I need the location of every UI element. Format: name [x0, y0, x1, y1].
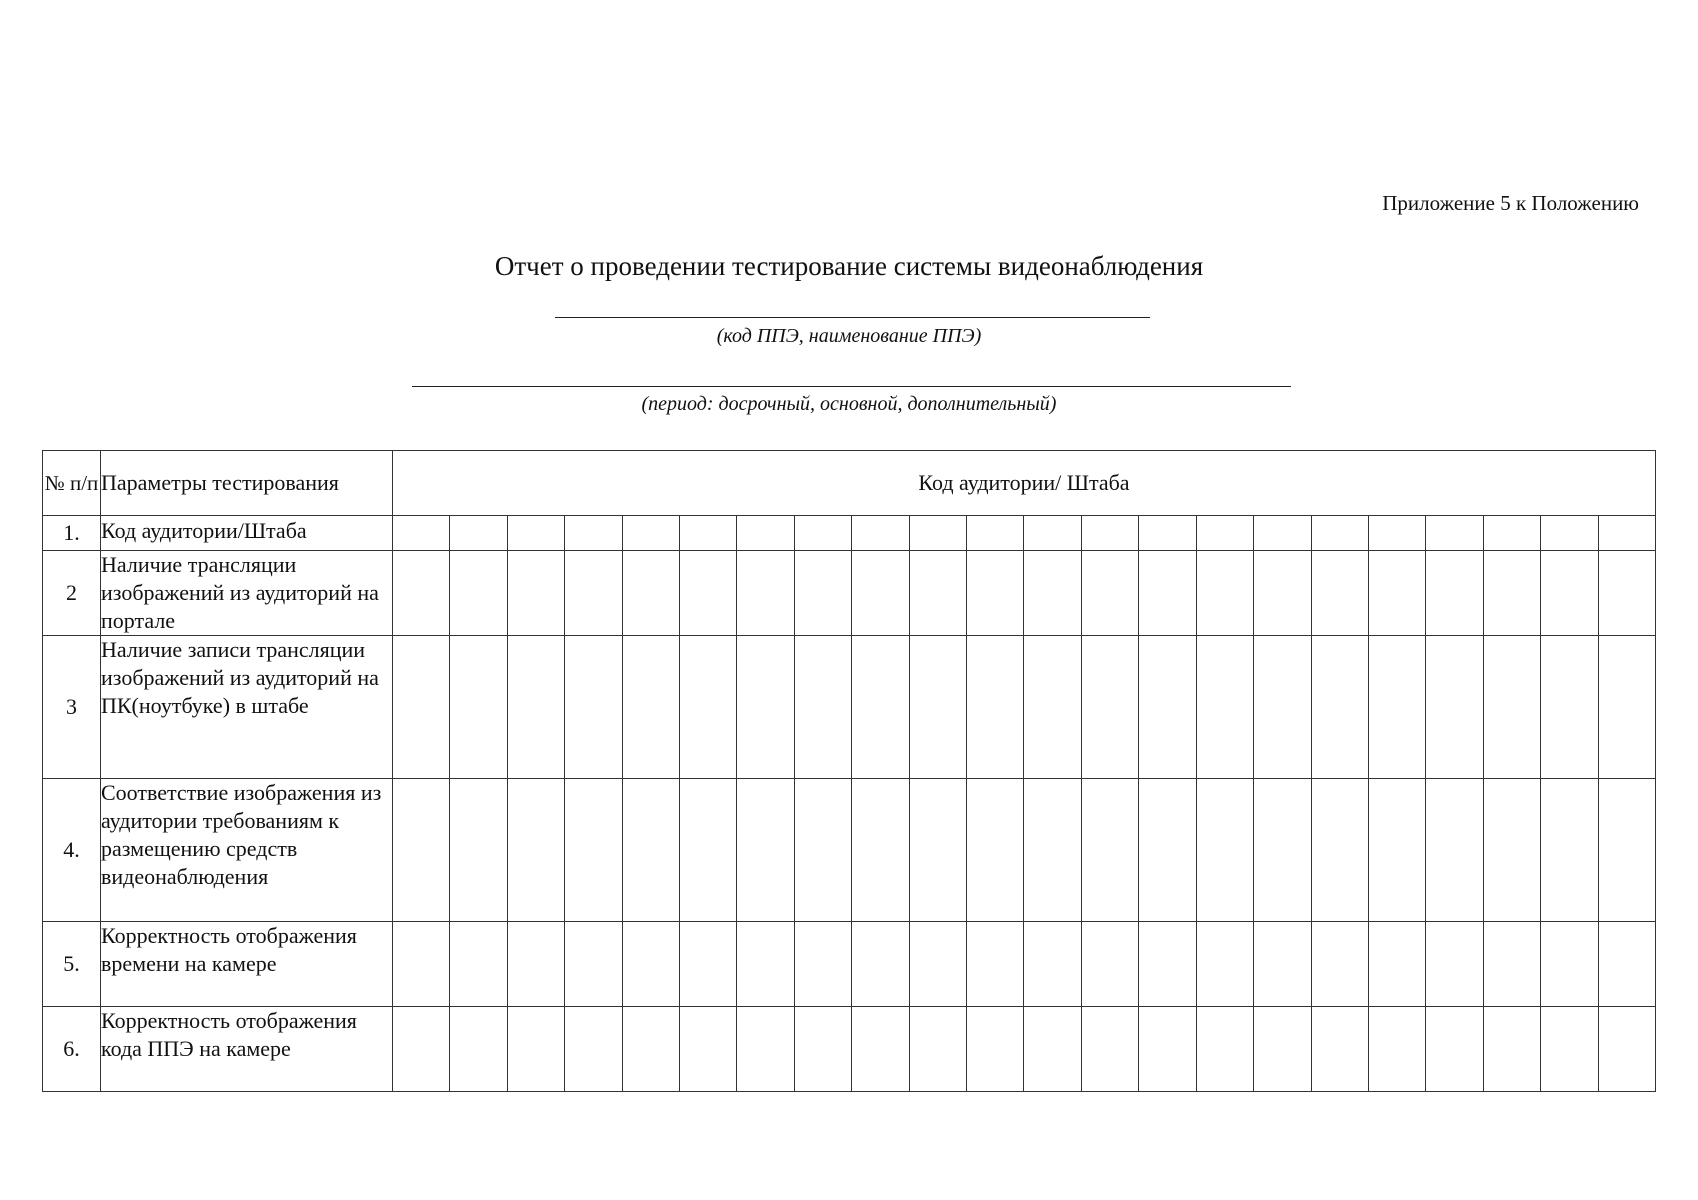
entry-cell[interactable] [1081, 516, 1138, 551]
entry-cell[interactable] [565, 779, 622, 922]
entry-cell[interactable] [1196, 1007, 1253, 1092]
entry-cell[interactable] [680, 922, 737, 1007]
entry-cell[interactable] [1311, 551, 1368, 636]
entry-cell[interactable] [1139, 636, 1196, 779]
entry-cell[interactable] [1598, 779, 1655, 922]
entry-cell[interactable] [680, 636, 737, 779]
entry-cell[interactable] [1081, 1007, 1138, 1092]
table-row [43, 1007, 1656, 1092]
entry-cell[interactable] [967, 922, 1024, 1007]
entry-cell[interactable] [680, 551, 737, 636]
entry-cell[interactable] [794, 636, 851, 779]
entry-cell[interactable] [1081, 551, 1138, 636]
entry-cell[interactable] [507, 636, 564, 779]
entry-cell[interactable] [737, 1007, 794, 1092]
entry-cell[interactable] [909, 922, 966, 1007]
entry-cell[interactable] [507, 779, 564, 922]
entry-cell[interactable] [1024, 636, 1081, 779]
table-row [43, 516, 1656, 551]
entry-cell[interactable] [1254, 516, 1311, 551]
entry-cell[interactable] [1541, 636, 1598, 779]
entry-cell[interactable] [1196, 922, 1253, 1007]
entry-cell[interactable] [1024, 922, 1081, 1007]
entry-cell[interactable] [507, 1007, 564, 1092]
entry-cell[interactable] [393, 516, 450, 551]
entry-cell[interactable] [450, 516, 507, 551]
entry-cell[interactable] [1368, 551, 1425, 636]
row-number: 6. [43, 1007, 101, 1092]
entry-cell[interactable] [1254, 636, 1311, 779]
entry-cell[interactable] [909, 636, 966, 779]
entry-cell[interactable] [393, 551, 450, 636]
row-number: 5. [43, 922, 101, 1007]
entry-cell[interactable] [1426, 636, 1483, 779]
page-title: Отчет о проведении тестирование системы видеонаблюдения [494, 251, 1204, 281]
entry-cell[interactable] [450, 636, 507, 779]
entry-cell[interactable] [1598, 1007, 1655, 1092]
entry-cell[interactable] [794, 779, 851, 922]
entry-cell[interactable] [1196, 779, 1253, 922]
entry-cell[interactable] [393, 779, 450, 922]
entry-cell[interactable] [852, 516, 909, 551]
entry-cell[interactable] [737, 779, 794, 922]
entry-cell[interactable] [393, 636, 450, 779]
entry-cell[interactable] [967, 779, 1024, 922]
row-number: 3 [43, 636, 101, 779]
entry-cell[interactable] [1426, 551, 1483, 636]
entry-cell[interactable] [622, 551, 679, 636]
table-row [43, 636, 1656, 779]
entry-cell[interactable] [450, 551, 507, 636]
ppe-caption: (код ППЭ, наименование ППЭ) [716, 325, 982, 347]
header-room-code: Код аудитории/ Штаба [393, 451, 1656, 516]
entry-cell[interactable] [1483, 551, 1540, 636]
period-fill-line[interactable] [412, 386, 1291, 387]
entry-cell[interactable] [1081, 779, 1138, 922]
entry-cell[interactable] [1024, 551, 1081, 636]
entry-cell[interactable] [450, 779, 507, 922]
entry-cell[interactable] [622, 1007, 679, 1092]
row-parameter: Корректность отображения времени на камере [101, 922, 393, 1007]
entry-cell[interactable] [1598, 636, 1655, 779]
ppe-fill-line[interactable] [555, 317, 1150, 318]
entry-cell[interactable] [1311, 922, 1368, 1007]
entry-cell[interactable] [1541, 516, 1598, 551]
entry-cell[interactable] [1024, 779, 1081, 922]
testing-table [42, 450, 1656, 1092]
entry-cell[interactable] [1024, 516, 1081, 551]
entry-cell[interactable] [507, 922, 564, 1007]
entry-cell[interactable] [622, 922, 679, 1007]
entry-cell[interactable] [565, 516, 622, 551]
entry-cell[interactable] [1483, 516, 1540, 551]
header-number: № п/п [43, 451, 101, 516]
entry-cell[interactable] [507, 516, 564, 551]
row-parameter: Код аудитории/Штаба [101, 516, 393, 551]
entry-cell[interactable] [967, 516, 1024, 551]
entry-cell[interactable] [909, 551, 966, 636]
entry-cell[interactable] [1196, 516, 1253, 551]
entry-cell[interactable] [737, 516, 794, 551]
entry-cell[interactable] [565, 1007, 622, 1092]
entry-cell[interactable] [967, 1007, 1024, 1092]
entry-cell[interactable] [507, 551, 564, 636]
entry-cell[interactable] [1541, 1007, 1598, 1092]
entry-cell[interactable] [1081, 636, 1138, 779]
entry-cell[interactable] [852, 779, 909, 922]
entry-cell[interactable] [565, 551, 622, 636]
entry-cell[interactable] [1196, 551, 1253, 636]
entry-cell[interactable] [1311, 636, 1368, 779]
entry-cell[interactable] [622, 636, 679, 779]
entry-cell[interactable] [1139, 516, 1196, 551]
entry-cell[interactable] [794, 551, 851, 636]
row-parameter: Наличие трансляции изображений из аудиторий на портале [101, 551, 393, 636]
entry-cell[interactable] [1426, 516, 1483, 551]
entry-cell[interactable] [909, 1007, 966, 1092]
entry-cell[interactable] [909, 779, 966, 922]
entry-cell[interactable] [1139, 551, 1196, 636]
entry-cell[interactable] [393, 922, 450, 1007]
entry-cell[interactable] [1368, 1007, 1425, 1092]
row-number: 2 [43, 551, 101, 636]
appendix-label: Приложение 5 к Положению [1382, 191, 1639, 215]
entry-cell[interactable] [1598, 922, 1655, 1007]
entry-cell[interactable] [450, 1007, 507, 1092]
entry-cell[interactable] [565, 922, 622, 1007]
entry-cell[interactable] [1139, 1007, 1196, 1092]
entry-cell[interactable] [794, 516, 851, 551]
entry-cell[interactable] [1426, 922, 1483, 1007]
entry-cell[interactable] [737, 551, 794, 636]
entry-cell[interactable] [1081, 922, 1138, 1007]
entry-cell[interactable] [737, 636, 794, 779]
entry-cell[interactable] [1483, 1007, 1540, 1092]
row-parameter: Наличие записи трансляции изображений из аудиторий на ПК(ноутбуке) в штабе [101, 636, 393, 779]
entry-cell[interactable] [1426, 1007, 1483, 1092]
entry-cell[interactable] [1254, 922, 1311, 1007]
entry-cell[interactable] [1311, 516, 1368, 551]
entry-cell[interactable] [1254, 551, 1311, 636]
entry-cell[interactable] [1024, 1007, 1081, 1092]
entry-cell[interactable] [852, 922, 909, 1007]
entry-cell[interactable] [852, 636, 909, 779]
entry-cell[interactable] [1483, 636, 1540, 779]
entry-cell[interactable] [1368, 516, 1425, 551]
entry-cell[interactable] [450, 922, 507, 1007]
entry-cell[interactable] [680, 516, 737, 551]
entry-cell[interactable] [1368, 922, 1425, 1007]
entry-cell[interactable] [1311, 1007, 1368, 1092]
entry-cell[interactable] [1598, 551, 1655, 636]
entry-cell[interactable] [1254, 779, 1311, 922]
entry-cell[interactable] [622, 779, 679, 922]
entry-cell[interactable] [1541, 922, 1598, 1007]
entry-cell[interactable] [1139, 779, 1196, 922]
entry-cell[interactable] [680, 779, 737, 922]
entry-cell[interactable] [565, 636, 622, 779]
entry-cell[interactable] [1483, 922, 1540, 1007]
row-number: 4. [43, 779, 101, 922]
period-caption: (период: досрочный, основной, дополнительный) [641, 393, 1057, 415]
entry-cell[interactable] [393, 1007, 450, 1092]
entry-cell[interactable] [794, 922, 851, 1007]
entry-cell[interactable] [1368, 636, 1425, 779]
entry-cell[interactable] [1139, 922, 1196, 1007]
table-row [43, 779, 1656, 922]
entry-cell[interactable] [794, 1007, 851, 1092]
entry-cell[interactable] [967, 551, 1024, 636]
entry-cell[interactable] [852, 1007, 909, 1092]
entry-cell[interactable] [1368, 779, 1425, 922]
header-parameters: Параметры тестирования [101, 451, 393, 516]
entry-cell[interactable] [1541, 779, 1598, 922]
entry-cell[interactable] [680, 1007, 737, 1092]
entry-cell[interactable] [1426, 779, 1483, 922]
entry-cell[interactable] [909, 516, 966, 551]
entry-cell[interactable] [1598, 516, 1655, 551]
table-row [43, 551, 1656, 636]
row-parameter: Соответствие изображения из аудитории требованиям к размещению средств видеонаблюдения [101, 779, 393, 922]
table-row [43, 922, 1656, 1007]
entry-cell[interactable] [1311, 779, 1368, 922]
entry-cell[interactable] [1541, 551, 1598, 636]
row-parameter: Корректность отображения кода ППЭ на камере [101, 1007, 393, 1092]
row-number: 1. [43, 516, 101, 551]
entry-cell[interactable] [1254, 1007, 1311, 1092]
entry-cell[interactable] [622, 516, 679, 551]
entry-cell[interactable] [1483, 779, 1540, 922]
entry-cell[interactable] [967, 636, 1024, 779]
table-header-row [43, 451, 1656, 516]
entry-cell[interactable] [852, 551, 909, 636]
entry-cell[interactable] [737, 922, 794, 1007]
entry-cell[interactable] [1196, 636, 1253, 779]
